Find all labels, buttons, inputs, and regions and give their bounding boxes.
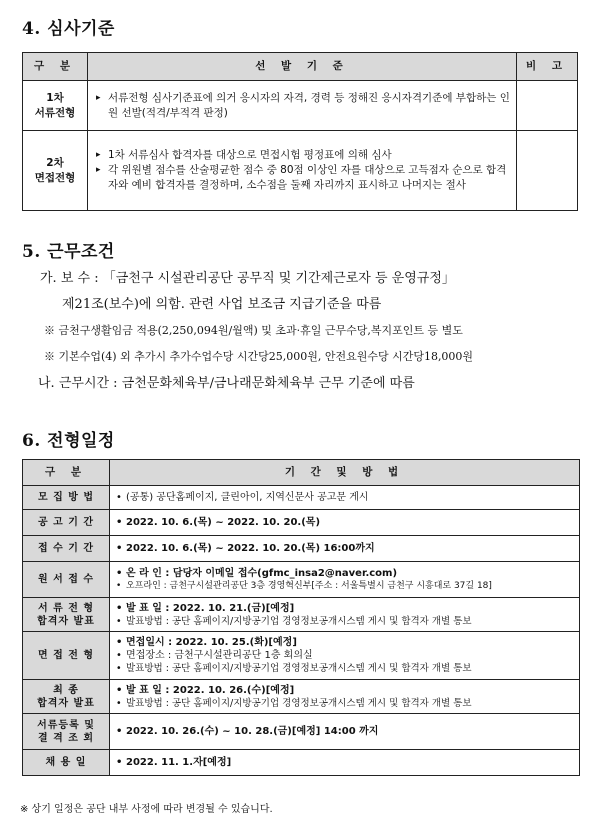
note-wage: ※ 금천구생활임금 적용(2,250,094원/월액) 및 초과·휴일 근무수당,복지포인트 등 별도 <box>44 324 463 337</box>
note-allowance: ※ 기본수업(4) 외 추가시 추가수업수당 시간당25,000원, 안전요원수당 시간당18,000원 <box>44 350 474 363</box>
schedule-line: • 발 표 일 : 2022. 10. 26.(수)[예정] <box>116 684 573 697</box>
schedule-line: • 발표방법 : 공단 홈페이지/지방공기업 경영정보공개시스템 게시 및 합격자 개별 통보 <box>116 697 573 710</box>
row-label: 서 류 전 형 합격자 발표 <box>23 598 110 632</box>
schedule-line: • 면접일시 : 2022. 10. 25.(화)[예정] <box>116 636 573 649</box>
schedule-line: • 발표방법 : 공단 홈페이지/지방공기업 경영정보공개시스템 게시 및 합격자 개별 통보 <box>116 662 573 675</box>
col-header-remarks: 비 고 <box>517 53 578 81</box>
pay-line: 가. 보 수 : 「금천구 시설관리공단 공무직 및 기간제근로자 등 운영규정」 <box>40 271 455 286</box>
section-5-heading: 5. 근무조건 <box>22 242 115 262</box>
table-row <box>23 562 580 598</box>
schedule-line: • 2022. 10. 26.(수) ~ 10. 28.(금)[예정] 14:00 까지 <box>116 725 573 738</box>
col-header-criteria: 선 발 기 준 <box>88 53 517 81</box>
criteria-item: ▸ 1차 서류심사 합격자를 대상으로 면접시험 평정표에 의해 심사 <box>94 148 510 163</box>
schedule-line: • 2022. 10. 6.(목) ~ 2022. 10. 20.(목) 16:00까지 <box>116 542 573 555</box>
work-hours-line: 나. 근무시간 : 금천문화체육부/금나래문화체육부 근무 기준에 따름 <box>38 376 415 391</box>
row-label: 1차 서류전형 <box>23 81 88 131</box>
schedule-line: • 2022. 10. 6.(목) ~ 2022. 10. 20.(목) <box>116 516 573 529</box>
table-row <box>23 598 580 632</box>
col-header-category: 구 분 <box>23 53 88 81</box>
criteria-item: ▸ 서류전형 심사기준표에 의거 응시자의 자격, 경력 등 정해진 응시자격기준에 부합하는 인원 선발(적격/부적격 판정) <box>94 91 510 121</box>
section-6-heading: 6. 전형일정 <box>22 431 115 451</box>
schedule-line: • 면접장소 : 금천구시설관리공단 1층 회의실 <box>116 649 573 662</box>
row-label: 모 집 방 법 <box>23 486 110 510</box>
table-row <box>23 81 578 131</box>
row-label: 서류등록 및 결 격 조 회 <box>23 714 110 750</box>
table-row <box>23 714 580 750</box>
section-4-heading: 4. 심사기준 <box>22 19 115 39</box>
col-header-category: 구 분 <box>23 460 110 486</box>
schedule-line: • 온 라 인 : 담당자 이메일 접수(gfmc_insa2@naver.com) <box>116 567 573 580</box>
schedule-line: • 발 표 일 : 2022. 10. 21.(금)[예정] <box>116 602 573 615</box>
remarks-cell <box>517 131 578 211</box>
pay-line-cont: 제21조(보수)에 의함. 관련 사업 보조금 지급기준을 따름 <box>62 297 382 312</box>
row-label: 접 수 기 간 <box>23 536 110 562</box>
remarks-cell <box>517 81 578 131</box>
row-label: 채 용 일 <box>23 750 110 776</box>
table-row <box>23 510 580 536</box>
col-header-period: 기 간 및 방 법 <box>110 460 580 486</box>
schedule-line: • (공통) 공단홈페이지, 클린아이, 지역신문사 공고문 게시 <box>116 491 573 504</box>
table-row <box>23 632 580 680</box>
table-row <box>23 680 580 714</box>
row-label: 2차 면접전형 <box>23 131 88 211</box>
table-row <box>23 131 578 211</box>
row-label: 원 서 접 수 <box>23 562 110 598</box>
table-row <box>23 486 580 510</box>
footnote: ※ 상기 일정은 공단 내부 사정에 따라 변경될 수 있습니다. <box>20 804 273 815</box>
row-label: 공 고 기 간 <box>23 510 110 536</box>
schedule-table <box>22 459 580 776</box>
schedule-line: • 2022. 11. 1.자[예정] <box>116 756 573 769</box>
criteria-item: ▸ 각 위원별 점수를 산술평균한 점수 중 80점 이상인 자를 대상으로 고득점자 순으로 합격자와 예비 합격자를 결정하며, 소수점을 둘째 자리까지 표시하고 나머지는 절사 <box>94 163 510 193</box>
table-row <box>23 750 580 776</box>
criteria-table <box>22 52 578 211</box>
table-row <box>23 536 580 562</box>
schedule-line: • 오프라인 : 금천구시설관리공단 3층 경영혁신부[주소 : 서울특별시 금천구 시흥대로 37길 18] <box>116 580 573 593</box>
schedule-line: • 발표방법 : 공단 홈페이지/지방공기업 경영정보공개시스템 게시 및 합격자 개별 통보 <box>116 615 573 628</box>
row-label: 최 종 합격자 발표 <box>23 680 110 714</box>
row-label: 면 접 전 형 <box>23 632 110 680</box>
